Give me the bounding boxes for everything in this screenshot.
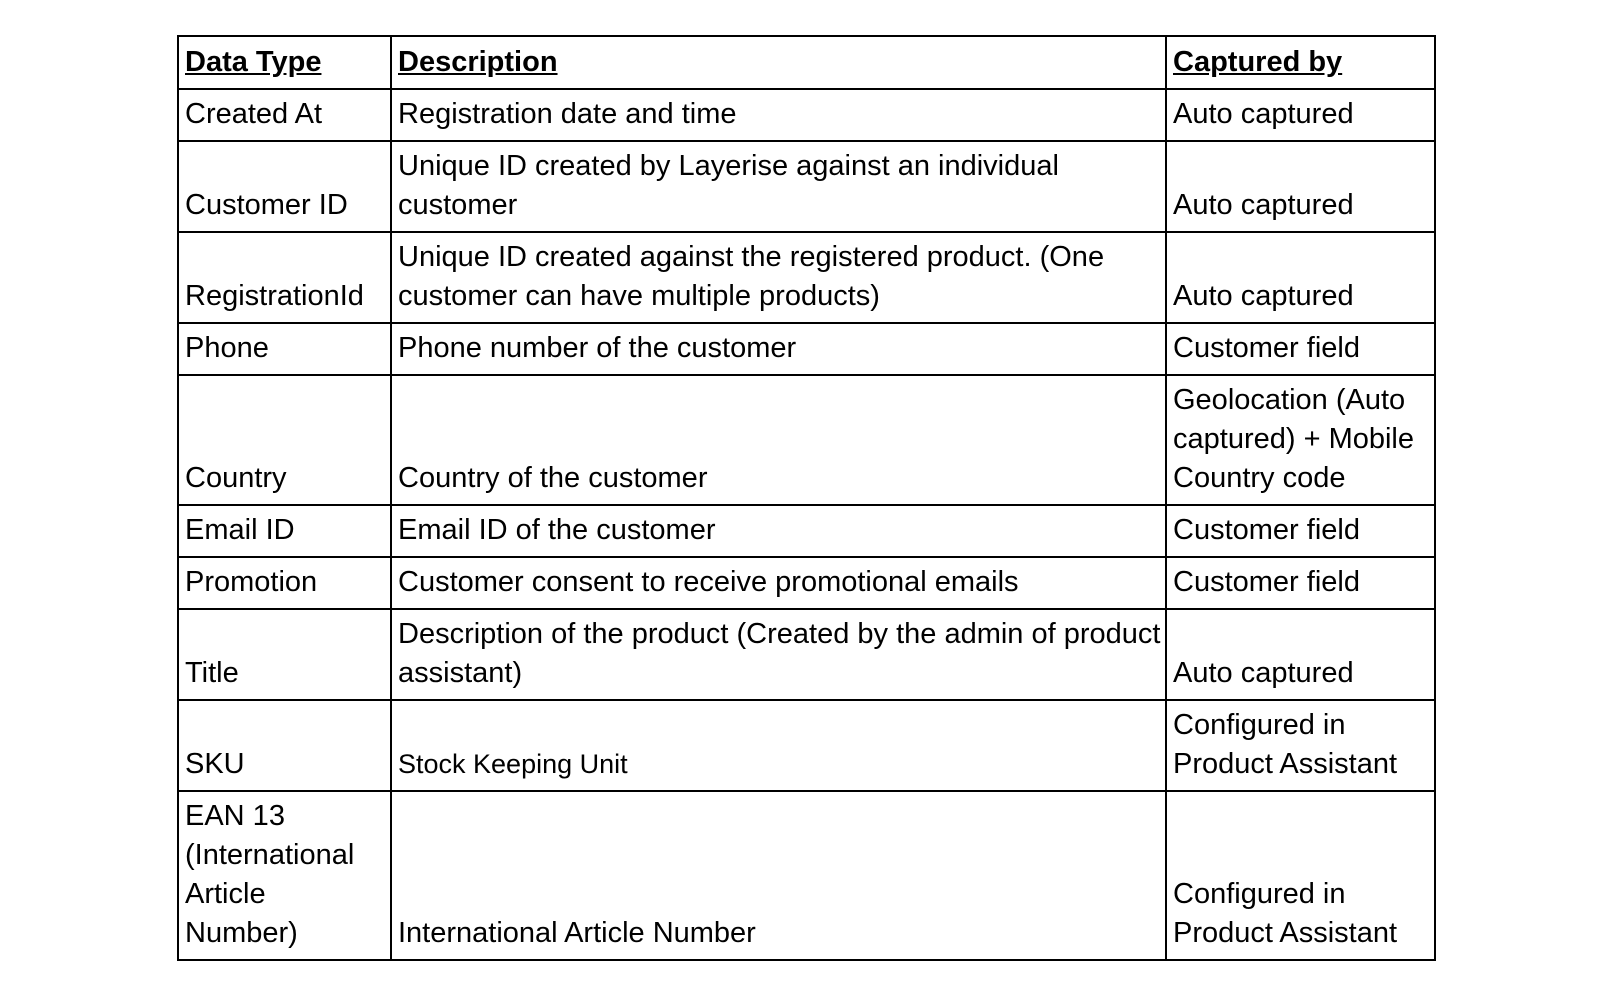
header-data-type: Data Type xyxy=(178,36,391,89)
table-row xyxy=(178,323,1435,375)
cell-captured-by: Configured in Product Assistant xyxy=(1166,700,1435,791)
cell-data-type: Email ID xyxy=(178,505,391,557)
table-row xyxy=(178,89,1435,141)
header-description: Description xyxy=(391,36,1166,89)
table-row xyxy=(178,557,1435,609)
cell-description: Stock Keeping Unit xyxy=(391,700,1166,791)
cell-description: Email ID of the customer xyxy=(391,505,1166,557)
header-row xyxy=(178,36,1435,89)
cell-captured-by: Configured in Product Assistant xyxy=(1166,791,1435,960)
table-row xyxy=(178,609,1435,700)
cell-captured-by: Auto captured xyxy=(1166,609,1435,700)
cell-data-type: Country xyxy=(178,375,391,505)
cell-data-type: Promotion xyxy=(178,557,391,609)
cell-captured-by: Geolocation (Auto captured) + Mobile Country code xyxy=(1166,375,1435,505)
table-row xyxy=(178,505,1435,557)
cell-data-type: RegistrationId xyxy=(178,232,391,323)
cell-description: Unique ID created by Layerise against an individual customer xyxy=(391,141,1166,232)
table-row xyxy=(178,791,1435,960)
table-row xyxy=(178,232,1435,323)
cell-captured-by: Auto captured xyxy=(1166,141,1435,232)
cell-captured-by: Customer field xyxy=(1166,557,1435,609)
header-captured-by: Captured by xyxy=(1166,36,1435,89)
table-row xyxy=(178,375,1435,505)
cell-data-type: Created At xyxy=(178,89,391,141)
cell-data-type: Title xyxy=(178,609,391,700)
table-row xyxy=(178,141,1435,232)
cell-data-type: Phone xyxy=(178,323,391,375)
cell-description: Customer consent to receive promotional emails xyxy=(391,557,1166,609)
cell-description: Registration date and time xyxy=(391,89,1166,141)
cell-data-type: Customer ID xyxy=(178,141,391,232)
cell-captured-by: Auto captured xyxy=(1166,89,1435,141)
cell-captured-by: Customer field xyxy=(1166,505,1435,557)
cell-description: Phone number of the customer xyxy=(391,323,1166,375)
cell-description: Unique ID created against the registered product. (One customer can have multiple products) xyxy=(391,232,1166,323)
table-row xyxy=(178,700,1435,791)
cell-captured-by: Auto captured xyxy=(1166,232,1435,323)
data-type-table xyxy=(177,35,1436,961)
cell-description: International Article Number xyxy=(391,791,1166,960)
cell-data-type: EAN 13 (International Article Number) xyxy=(178,791,391,960)
cell-description: Description of the product (Created by the admin of product assistant) xyxy=(391,609,1166,700)
cell-data-type: SKU xyxy=(178,700,391,791)
cell-captured-by: Customer field xyxy=(1166,323,1435,375)
cell-description: Country of the customer xyxy=(391,375,1166,505)
